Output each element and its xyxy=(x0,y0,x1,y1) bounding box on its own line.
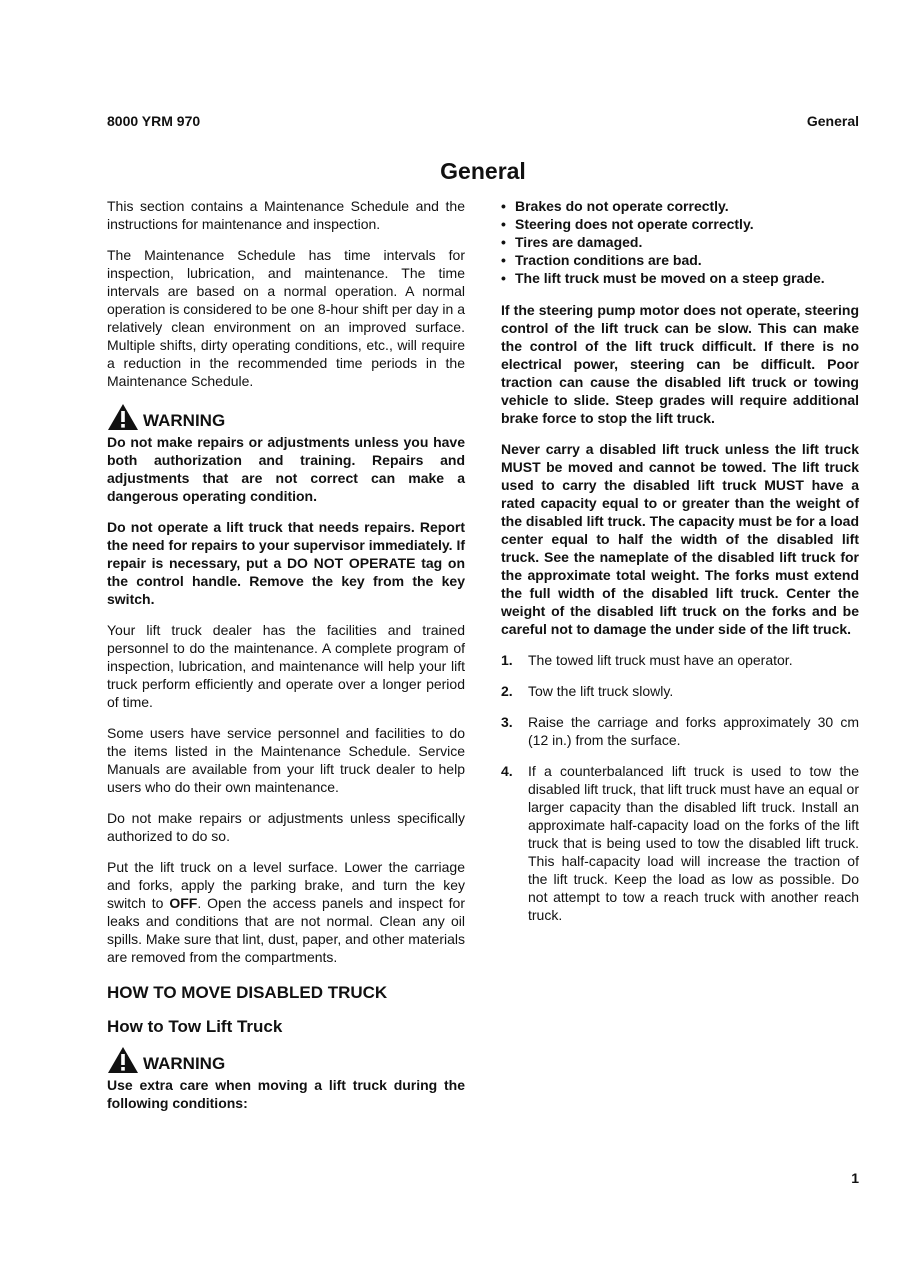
section-heading: HOW TO MOVE DISABLED TRUCK xyxy=(107,983,388,1002)
warning-label: WARNING xyxy=(143,411,226,430)
warning-triangle-icon xyxy=(107,1046,139,1074)
document-code: 8000 YRM 970 xyxy=(107,113,201,129)
authorized-paragraph: Do not make repairs or adjustments unless specifically authorized to do so. xyxy=(107,810,465,844)
list-item xyxy=(501,651,859,669)
users-paragraph: Some users have service personnel and facilities to do the items listed in the Maintenance Schedule. Service Manuals are available from your lift truck dealer to help users who do their own maintenance. xyxy=(107,725,465,795)
step-text: If a counterbalanced lift truck is used to tow the disabled lift truck, that lift truck must have an equal or larger capacity than the disabled lift truck. Install an approximate half-capacity load on the forks of the lift truck that is being used to tow the disabled lift truck. This half-capacity load will increase the traction of the lift truck. Keep the load as low as possible. Do not attempt to tow a reach truck with another reach truck. xyxy=(528,763,859,923)
step-number: 2. xyxy=(501,683,513,699)
warning-text-repairs: Do not operate a lift truck that needs repairs. Report the need for repairs to your supervisor immediately. If repair is necessary, put a DO NOT OPERATE tag on the control handle. Remove the key from the key switch. xyxy=(107,519,465,607)
list-item xyxy=(501,682,859,700)
list-item xyxy=(501,713,859,749)
left-column xyxy=(107,197,465,1125)
list-item: • Traction conditions are bad. xyxy=(501,251,859,269)
page-number: 1 xyxy=(851,1170,859,1186)
step-number: 1. xyxy=(501,652,513,668)
step-text: Tow the lift truck slowly. xyxy=(528,683,674,699)
off-keyword: OFF xyxy=(169,895,198,911)
warning-header xyxy=(107,403,465,431)
tow-steps-list xyxy=(501,651,859,924)
step-text: The towed lift truck must have an operator. xyxy=(528,652,793,668)
level-surface-text-a: Put the lift truck on a level surface. Lower the carriage and forks, apply the parking brake, and turn the key switch to xyxy=(107,859,465,911)
page-title: General xyxy=(440,158,526,184)
list-item xyxy=(501,762,859,924)
list-item: • Brakes do not operate correctly. xyxy=(501,197,859,215)
warning-label: WARNING xyxy=(143,1054,226,1073)
level-surface-paragraph xyxy=(107,858,465,966)
level-surface-text-b: . Open the access panels and inspect for leaks and conditions that are not normal. Clean any oil spills. Make sure that lint, dust, paper, and other materials are removed from the compartments. xyxy=(107,895,465,965)
subsection-heading: How to Tow Lift Truck xyxy=(107,1017,283,1036)
steering-warning-paragraph: If the steering pump motor does not operate, steering control of the lift truck can be slow. This can make the control of the lift truck difficult. If there is no electrical power, steering can be difficult. Poor traction can cause the disabled lift truck or towing vehicle to slide. Steep grades will require additional brake force to stop the lift truck. xyxy=(501,302,859,426)
step-text: Raise the carriage and forks approximately 30 cm (12 in.) from the surface. xyxy=(528,714,859,748)
list-item: • Tires are damaged. xyxy=(501,233,859,251)
warning-text-authorization: Do not make repairs or adjustments unless you have both authorization and training. Repairs and adjustments that are not correct can make a dangerous operating condition. xyxy=(107,434,465,504)
warning-text-conditions: Use extra care when moving a lift truck during the following conditions: xyxy=(107,1077,465,1111)
right-column xyxy=(501,197,859,937)
section-label: General xyxy=(806,113,859,129)
conditions-list xyxy=(501,197,859,287)
carry-warning-paragraph: Never carry a disabled lift truck unless the lift truck MUST be moved and cannot be towed. The lift truck used to carry the disabled lift truck MUST have a rated capacity equal to or greater than the weight of the disabled lift truck. The capacity must be for a load center equal to half the width of the disabled lift truck. See the nameplate of the disabled lift truck for the approximate total weight. The forks must extend the full width of the disabled lift truck. Center the weight of the disabled lift truck on the forks and be careful not to damage the under side of the lift truck. xyxy=(501,441,859,637)
warning-header-2 xyxy=(107,1046,465,1074)
warning-triangle-icon xyxy=(107,403,139,431)
dealer-paragraph: Your lift truck dealer has the facilities and trained personnel to do the maintenance. A complete program of inspection, lubrication, and maintenance will help your lift truck perform efficiently and operate over a longer period of time. xyxy=(107,622,465,710)
step-number: 4. xyxy=(501,763,513,779)
list-item: • The lift truck must be moved on a steep grade. xyxy=(501,269,859,287)
list-item: • Steering does not operate correctly. xyxy=(501,215,859,233)
intro-paragraph: This section contains a Maintenance Schedule and the instructions for maintenance and inspection. xyxy=(107,198,465,232)
schedule-paragraph: The Maintenance Schedule has time intervals for inspection, lubrication, and maintenance. The time intervals are based on a normal operation. A normal operation is considered to be one 8-hour shift per day in a relatively clean environment on an improved surface. Multiple shifts, dirty operating conditions, etc., will require a reduction in the recommended time periods in the Maintenance Schedule. xyxy=(107,247,466,389)
step-number: 3. xyxy=(501,714,513,730)
